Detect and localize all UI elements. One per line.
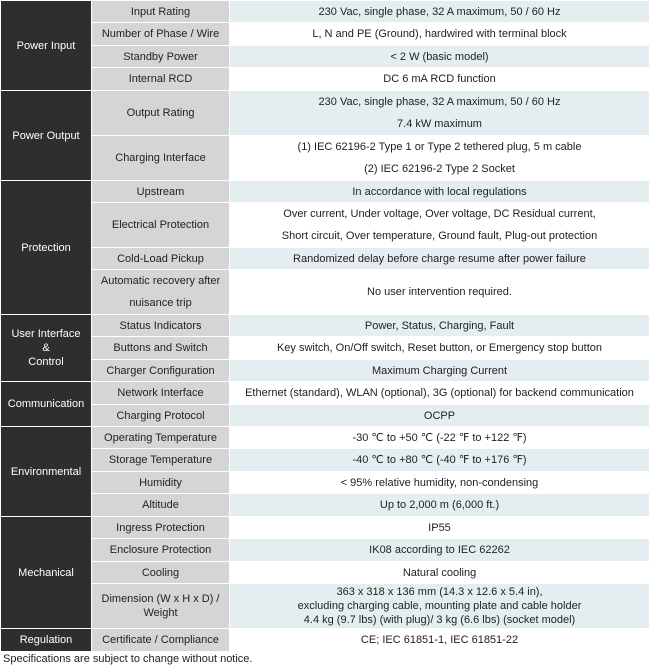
spec-row [1,584,650,629]
spec-label: Certificate / Compliance [92,629,230,652]
spec-value: In accordance with local regulations [230,181,650,203]
section-category: Environmental [1,427,92,517]
spec-label: Charging Protocol [92,405,230,427]
spec-value: (1) IEC 62196-2 Type 1 or Type 2 tethered plug, 5 m cable (2) IEC 62196-2 Type 2 Socket [230,136,650,181]
spec-row [1,449,650,472]
spec-value: < 2 W (basic model) [230,46,650,68]
spec-row [1,46,650,68]
spec-row [1,248,650,270]
spec-label: Charging Interface [92,136,230,181]
spec-value: Randomized delay before charge resume after power failure [230,248,650,270]
spec-value: 363 x 318 x 136 mm (14.3 x 12.6 x 5.4 in), excluding charging cable, mounting plate and cable holder 4.4 kg (9.7 lbs) (with plug)/ 3 kg (6.6 lbs) (socket model) [230,584,650,629]
spec-value: Power, Status, Charging, Fault [230,315,650,337]
spec-value: Over current, Under voltage, Over voltage, DC Residual current, Short circuit, Over temperature, Ground fault, Plug-out protection [230,203,650,248]
spec-label: Charger Configuration [92,360,230,382]
spec-label: Automatic recovery after nuisance trip [92,270,230,315]
spec-label: Internal RCD [92,68,230,91]
spec-label: Electrical Protection [92,203,230,248]
spec-label: Number of Phase / Wire [92,23,230,46]
spec-row [1,562,650,584]
spec-row [1,23,650,46]
spec-value: Up to 2,000 m (6,000 ft.) [230,494,650,517]
spec-value: IK08 according to IEC 62262 [230,539,650,562]
spec-row [1,136,650,181]
spec-value: Ethernet (standard), WLAN (optional), 3G (optional) for backend communication [230,382,650,405]
spec-value: Key switch, On/Off switch, Reset button, or Emergency stop button [230,337,650,360]
spec-row [1,1,650,23]
spec-label: Cooling [92,562,230,584]
spec-row [1,203,650,248]
spec-row [1,494,650,517]
spec-value: No user intervention required. [230,270,650,315]
spec-row [1,68,650,91]
section-category: Communication [1,382,92,427]
spec-value: DC 6 mA RCD function [230,68,650,91]
section-category: Protection [1,181,92,315]
section-category: Power Output [1,91,92,181]
spec-row [1,405,650,427]
spec-row [1,315,650,337]
spec-value: IP55 [230,517,650,539]
spec-value: OCPP [230,405,650,427]
spec-value: L, N and PE (Ground), hardwired with terminal block [230,23,650,46]
spec-label: Enclosure Protection [92,539,230,562]
spec-row [1,181,650,203]
spec-value: CE; IEC 61851-1, IEC 61851-22 [230,629,650,652]
spec-label: Standby Power [92,46,230,68]
section-category: User Interface & Control [1,315,92,382]
spec-row [1,360,650,382]
spec-row [1,270,650,315]
spec-value: Maximum Charging Current [230,360,650,382]
section-category: Regulation [1,629,92,652]
section-category: Power Input [1,1,92,91]
spec-row [1,382,650,405]
spec-row [1,472,650,494]
spec-label: Output Rating [92,91,230,136]
spec-label: Storage Temperature [92,449,230,472]
spec-value: 230 Vac, single phase, 32 A maximum, 50 / 60 Hz 7.4 kW maximum [230,91,650,136]
spec-value: 230 Vac, single phase, 32 A maximum, 50 / 60 Hz [230,1,650,23]
spec-row [1,427,650,449]
spec-row [1,91,650,136]
spec-row [1,539,650,562]
spec-row [1,337,650,360]
spec-row [1,629,650,652]
spec-value: Natural cooling [230,562,650,584]
section-category: Mechanical [1,517,92,629]
spec-label: Dimension (W x H x D) / Weight [92,584,230,629]
spec-label: Cold-Load Pickup [92,248,230,270]
spec-value: -40 ℃ to +80 ℃ (-40 ℉ to +176 ℉) [230,449,650,472]
spec-label: Buttons and Switch [92,337,230,360]
spec-value: -30 ℃ to +50 ℃ (-22 ℉ to +122 ℉) [230,427,650,449]
footnote: Specifications are subject to change without notice. [3,653,253,665]
spec-label: Input Rating [92,1,230,23]
spec-label: Altitude [92,494,230,517]
spec-value: < 95% relative humidity, non-condensing [230,472,650,494]
spec-label: Operating Temperature [92,427,230,449]
spec-row [1,517,650,539]
spec-label: Humidity [92,472,230,494]
spec-label: Network Interface [92,382,230,405]
spec-label: Status Indicators [92,315,230,337]
spec-label: Ingress Protection [92,517,230,539]
spec-label: Upstream [92,181,230,203]
